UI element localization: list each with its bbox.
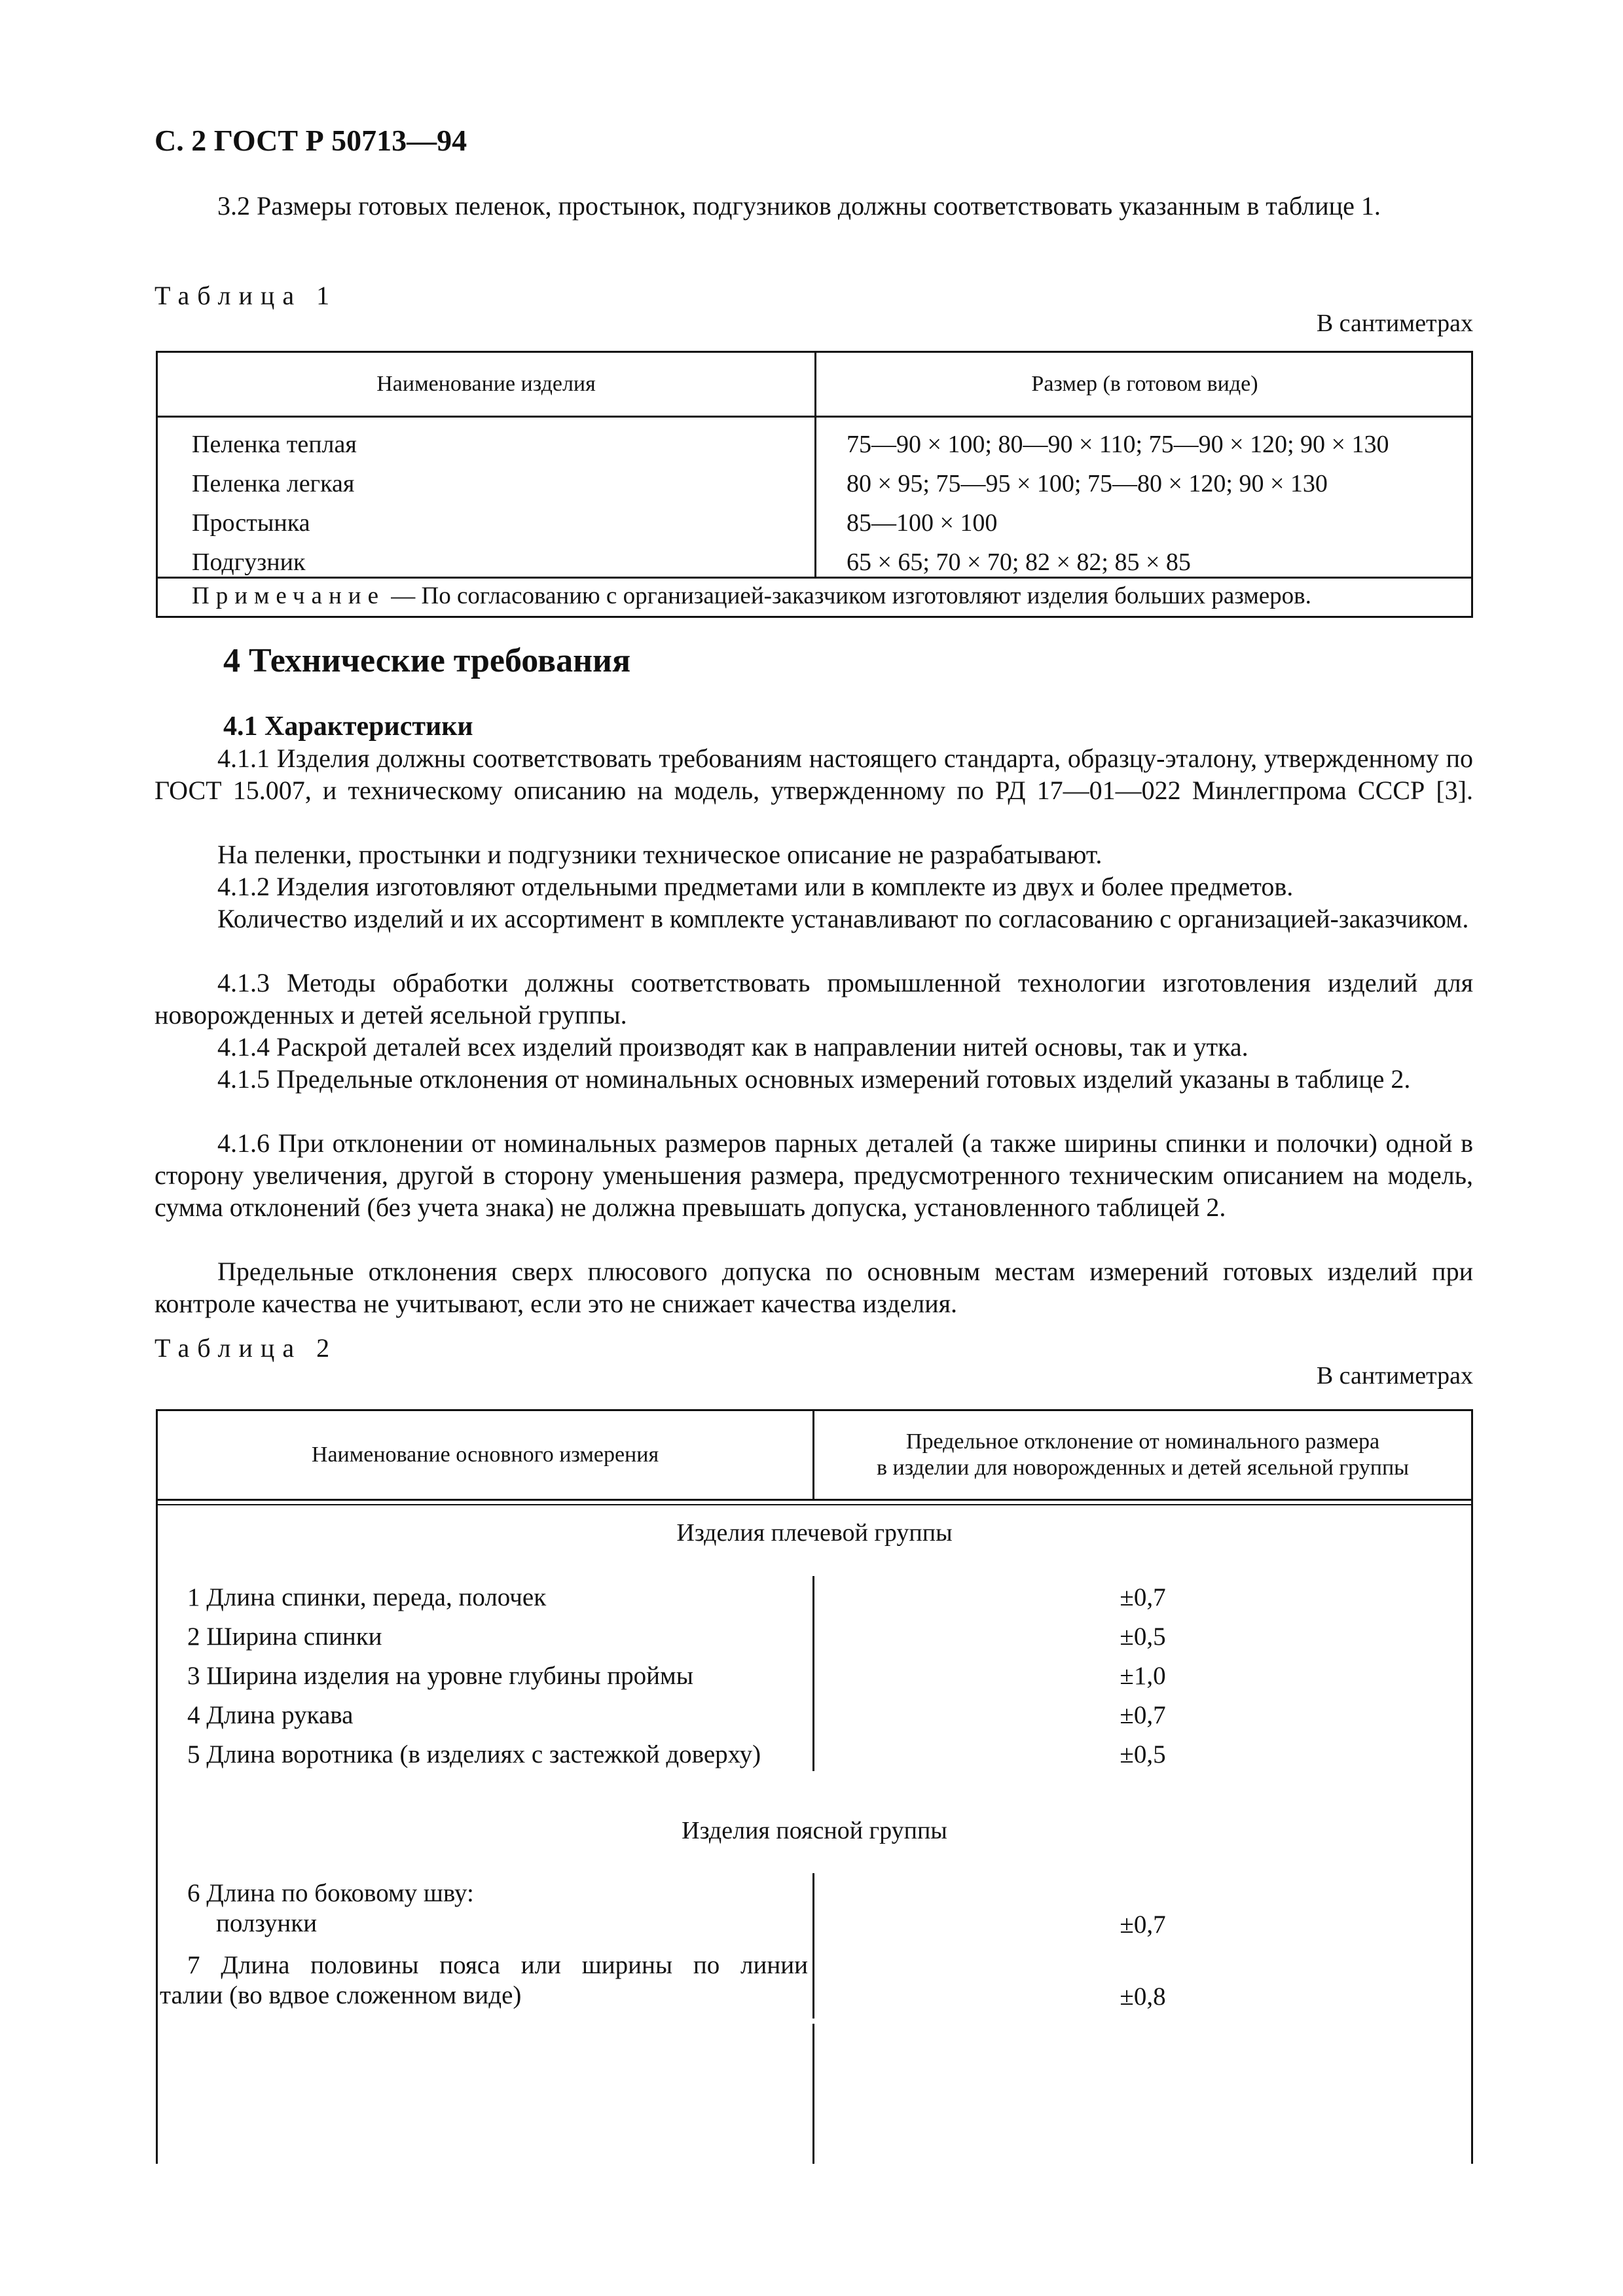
- paragraph-4-1-3: 4.1.3 Методы обработки должны соответствовать промышленной технологии изготовления изделий для новорожденных и детей ясельной группы.: [155, 968, 1473, 1030]
- table1-row-name: Простынка: [192, 509, 310, 537]
- table2-units: В сантиметрах: [1316, 1362, 1473, 1390]
- table2-row-name: 1 Длина спинки, переда, полочек: [187, 1583, 547, 1611]
- table2-column-divider: [812, 2024, 814, 2164]
- paragraph-4-1-1: 4.1.1 Изделия должны соответствовать требованиям настоящего стандарта, образцу-эталону, утвержденному по ГОСТ 15.007, и техническому описанию на модель, утвержденному по РД 17—01—022 Минлегпрома СССР [3].: [155, 744, 1473, 805]
- table1-col1-header: Наименование изделия: [376, 372, 596, 396]
- table1-row-name: Подгузник: [192, 548, 306, 576]
- table1-row-size: 65 × 65; 70 × 70; 82 × 82; 85 × 85: [847, 548, 1191, 576]
- table2-row-name-cont: талии (во вдвое сложенном виде): [160, 1981, 522, 2009]
- table1-note-separator: [158, 577, 1471, 579]
- table2-header-border-double: [156, 1504, 1473, 1505]
- table-1: [156, 351, 1473, 618]
- table2-group-heading: Изделия плечевой группы: [676, 1519, 953, 1547]
- table2-row-value: ±0,5: [1120, 1740, 1166, 1768]
- paragraph-4-1-5: 4.1.5 Предельные отклонения от номинальных основных измерений готовых изделий указаны в таблице 2.: [217, 1064, 1411, 1094]
- table1-row-name: Пеленка легкая: [192, 470, 355, 497]
- table2-row-name: 4 Длина рукава: [187, 1701, 354, 1729]
- paragraph-4-1-6: 4.1.6 При отклонении от номинальных размеров парных деталей (а также ширины спинки и полочки) одной в сторону увеличения, другой в сторону уменьшения размера, предусмотренного техническим описанием на модель, сумма отклонений (без учета знака) не должна превышать допуска, установленного таблицей 2.: [155, 1128, 1473, 1222]
- table1-row-name: Пеленка теплая: [192, 431, 357, 458]
- table1-note-text: — По согласованию с организацией-заказчиком изготовляют изделия больших размеров.: [391, 583, 1311, 609]
- table2-header-border: [156, 1499, 1473, 1501]
- table2-group-heading: Изделия поясной группы: [682, 1817, 947, 1844]
- table1-caption: Таблица 1: [155, 281, 338, 310]
- table1-units: В сантиметрах: [1316, 310, 1473, 337]
- table1-note-label: Примечание: [192, 583, 385, 609]
- table2-right-border: [1471, 1409, 1473, 2164]
- page-header: С. 2 ГОСТ Р 50713—94: [155, 124, 467, 157]
- table2-row-value: ±0,7: [1120, 1701, 1166, 1729]
- table1-row-size: 85—100 × 100: [847, 509, 998, 537]
- table1-row-size: 75—90 × 100; 80—90 × 110; 75—90 × 120; 90 × 130: [847, 431, 1389, 458]
- table2-col1-header: Наименование основного измерения: [311, 1443, 659, 1467]
- table2-caption: Таблица 2: [155, 1333, 338, 1363]
- subsection-title: 4.1 Характеристики: [223, 711, 473, 742]
- table1-col2-header: Размер (в готовом виде): [1031, 372, 1258, 396]
- table2-col2-header: [814, 1411, 1471, 1499]
- table2-row-value: ±0,5: [1120, 1623, 1166, 1651]
- section-title: 4 Технические требования: [223, 642, 631, 679]
- table2-col2-header-line: Предельное отклонение от номинального размера: [905, 1429, 1380, 1454]
- table2-row-name-cont: ползунки: [216, 1909, 318, 1937]
- paragraph: На пеленки, простынки и подгузники техническое описание не разрабатывают.: [217, 840, 1103, 869]
- table1-note: [192, 582, 1311, 610]
- table2-row-value: ±1,0: [1120, 1662, 1166, 1690]
- table2-row-name: 3 Ширина изделия на уровне глубины проймы: [187, 1662, 693, 1690]
- paragraph-4-1-2: 4.1.2 Изделия изготовляют отдельными предметами или в комплекте из двух и более предметов.: [217, 872, 1294, 901]
- paragraph: Количество изделий и их ассортимент в комплекте устанавливают по согласованию с организацией-заказчиком.: [217, 904, 1469, 933]
- table2-row-name: 7 Длина половины пояса или ширины по линии: [187, 1951, 808, 1979]
- table2-row-value: ±0,7: [1120, 1583, 1166, 1611]
- table2-row-name: 5 Длина воротника (в изделиях с застежкой доверху): [187, 1740, 761, 1768]
- paragraph: Предельные отклонения сверх плюсового допуска по основным местам измерений готовых изделий при контроле качества не учитывают, если это не снижает качества изделия.: [155, 1257, 1473, 1318]
- table2-row-value: ±0,7: [1120, 1910, 1166, 1939]
- table2-col2-header-line: в изделии для новорожденных и детей ясельной группы: [876, 1456, 1410, 1480]
- paragraph-3-2: 3.2 Размеры готовых пеленок, простынок, подгузников должны соответствовать указанным в таблице 1.: [217, 191, 1381, 221]
- table1-row-size: 80 × 95; 75—95 × 100; 75—80 × 120; 90 × 130: [847, 470, 1328, 497]
- table2-row-value: ±0,8: [1120, 1982, 1166, 2011]
- paragraph-4-1-4: 4.1.4 Раскрой деталей всех изделий производят как в направлении нитей основы, так и утка.: [217, 1032, 1249, 1062]
- table2-row-name: 2 Ширина спинки: [187, 1623, 382, 1651]
- table2-row-name: 6 Длина по боковому шву:: [187, 1879, 474, 1907]
